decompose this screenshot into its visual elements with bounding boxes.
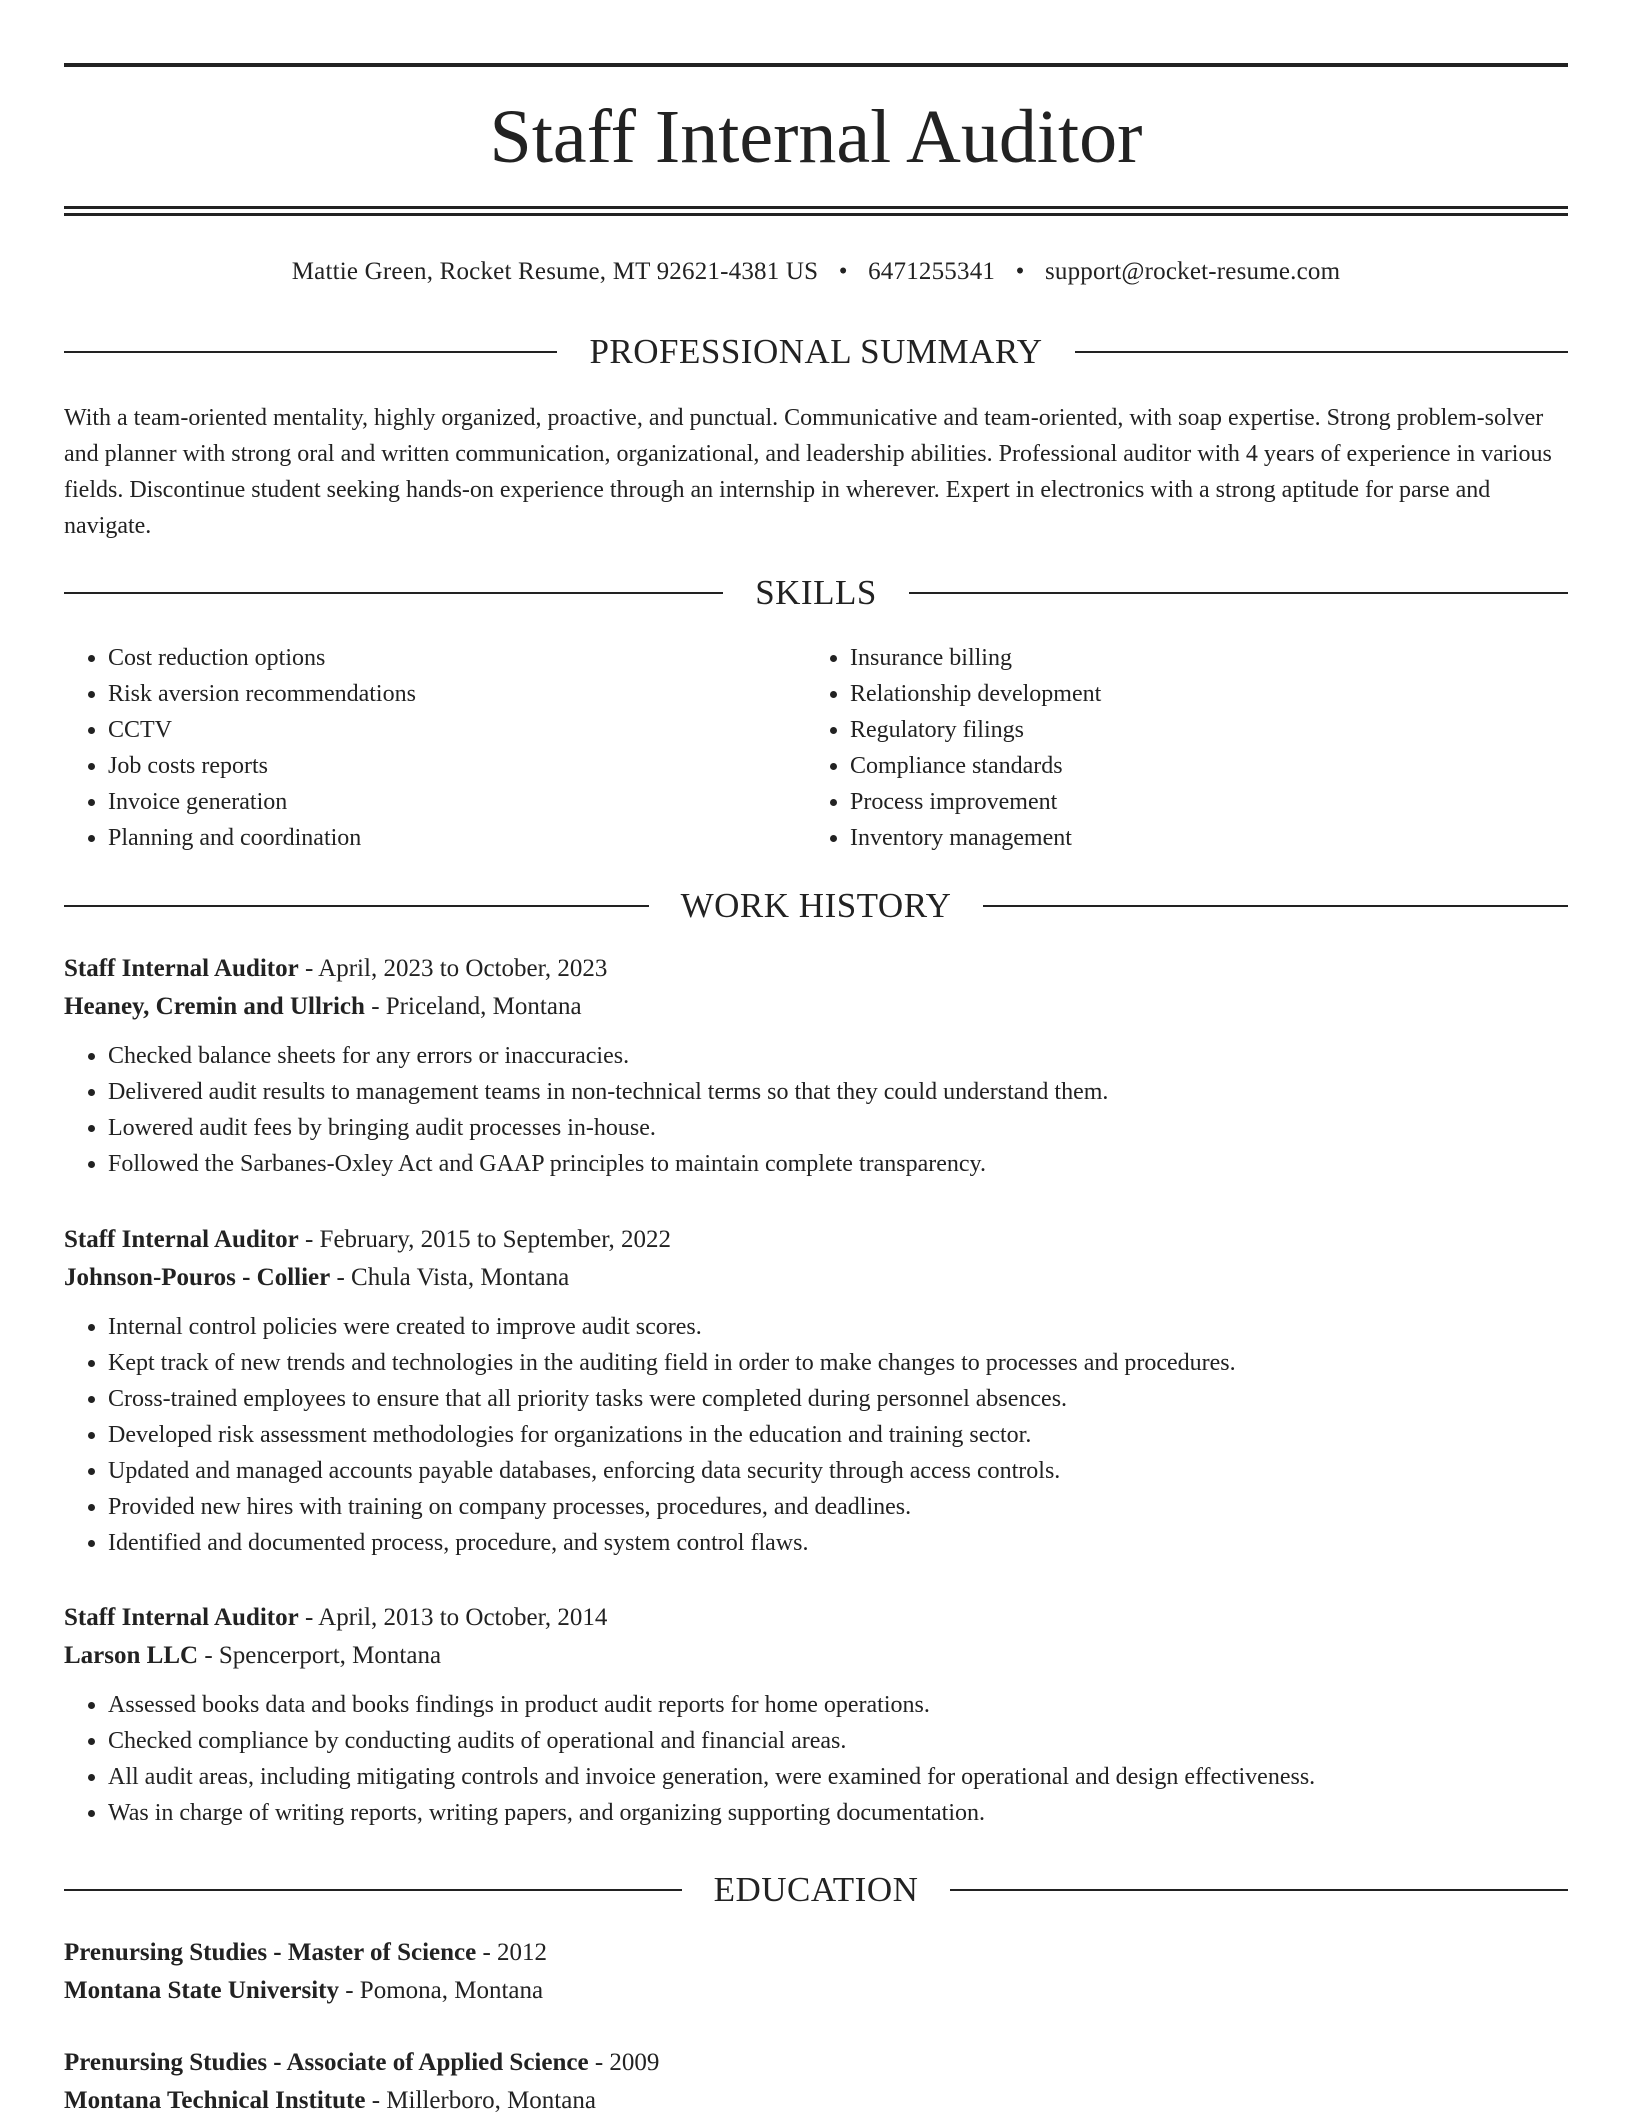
job-bullet: • Developed risk assessment methodologies for organizations in the education and training sector. xyxy=(108,1417,1568,1453)
section-rule xyxy=(64,1889,682,1891)
education-degree: Prenursing Studies - Associate of Applied Science xyxy=(64,2049,589,2076)
education-degree-line xyxy=(64,2044,1568,2082)
contact-separator: • xyxy=(838,258,848,285)
job-bullet: • Delivered audit results to management teams in non-technical terms so that they could understand them. xyxy=(108,1074,1568,1110)
skill-item: • Invoice generation xyxy=(108,784,806,820)
skill-item: • Inventory management xyxy=(850,820,1548,856)
skill-item: • Cost reduction options xyxy=(108,640,806,676)
section-heading-education xyxy=(64,1868,1568,1912)
education-year: - 2009 xyxy=(588,2049,660,2076)
section-heading-work xyxy=(64,884,1568,928)
section-rule xyxy=(950,1889,1568,1891)
summary-text: With a team-oriented mentality, highly organized, proactive, and punctual. Communicative and team-oriented, with soap expertise. Strong problem-solver and planner with strong oral and written communication, organizational, and leadership abilities. Professional auditor with 4 years of experience in various fields. Discontinue student seeking hands-on experience through an internship in wherever. Expert in electronics with a strong aptitude for parse and navigate. xyxy=(64,405,1552,539)
section-heading-skills xyxy=(64,571,1568,615)
section-title-skills: SKILLS xyxy=(755,573,877,612)
job-bullet: • All audit areas, including mitigating controls and invoice generation, were examined for operational and design effectiveness. xyxy=(108,1759,1568,1795)
job-location: - Spencerport, Montana xyxy=(198,1642,442,1669)
job-company: Heaney, Cremin and Ullrich xyxy=(64,993,365,1020)
contact-email: support@rocket-resume.com xyxy=(1044,258,1341,285)
job-entry xyxy=(64,1599,1568,1831)
education-school: Montana State University xyxy=(64,1977,339,2004)
job-bullet: • Kept track of new trends and technologies in the auditing field in order to make changes to processes and procedures. xyxy=(108,1345,1568,1381)
job-location: - Chula Vista, Montana xyxy=(330,1264,570,1291)
education-degree-line xyxy=(64,1934,1568,1972)
job-location: - Priceland, Montana xyxy=(364,993,582,1020)
skills-column-right xyxy=(806,640,1548,856)
job-title: Staff Internal Auditor xyxy=(64,1604,299,1631)
skill-item: • Insurance billing xyxy=(850,640,1548,676)
job-bullet: • Followed the Sarbanes-Oxley Act and GAAP principles to maintain complete transparency. xyxy=(108,1146,1568,1182)
section-heading-summary xyxy=(64,330,1568,374)
job-company-line xyxy=(64,988,1568,1026)
section-rule xyxy=(909,592,1568,594)
job-dates: - April, 2023 to October, 2023 xyxy=(298,955,608,982)
job-company-line xyxy=(64,1637,1568,1675)
job-bullets xyxy=(64,1038,1568,1182)
job-dates: - February, 2015 to September, 2022 xyxy=(298,1226,672,1253)
job-bullet: • Cross-trained employees to ensure that all priority tasks were completed during personnel absences. xyxy=(108,1381,1568,1417)
job-bullet: • Internal control policies were created to improve audit scores. xyxy=(108,1309,1568,1345)
education-school: Montana Technical Institute xyxy=(64,2087,366,2114)
contact-phone: 6471255341 xyxy=(868,258,996,285)
section-rule xyxy=(64,351,557,353)
education-school-line xyxy=(64,2082,1568,2120)
job-bullet: • Was in charge of writing reports, writing papers, and organizing supporting documentation. xyxy=(108,1795,1568,1831)
job-company: Larson LLC xyxy=(64,1642,199,1669)
header-double-rule xyxy=(64,206,1568,216)
education-entry xyxy=(64,2044,1568,2120)
contact-address: Mattie Green, Rocket Resume, MT 92621-4381 US xyxy=(291,258,819,285)
section-title-education: EDUCATION xyxy=(713,1870,919,1909)
section-title-summary: PROFESSIONAL SUMMARY xyxy=(589,332,1043,371)
job-bullet: • Updated and managed accounts payable databases, enforcing data security through access controls. xyxy=(108,1453,1568,1489)
skill-item: • Process improvement xyxy=(850,784,1548,820)
education-location: - Millerboro, Montana xyxy=(365,2087,596,2114)
job-title-line xyxy=(64,950,1568,988)
job-title-line xyxy=(64,1599,1568,1637)
job-bullet: • Lowered audit fees by bringing audit processes in-house. xyxy=(108,1110,1568,1146)
resume-title: Staff Internal Auditor xyxy=(489,95,1143,179)
section-title-work: WORK HISTORY xyxy=(680,886,952,925)
job-company: Johnson-Pouros - Collier xyxy=(64,1264,331,1291)
job-title: Staff Internal Auditor xyxy=(64,955,299,982)
header-top-rule xyxy=(64,63,1568,67)
contact-line xyxy=(64,254,1568,290)
skill-item: • Planning and coordination xyxy=(108,820,806,856)
education-school-line xyxy=(64,1972,1568,2010)
skill-item: • Compliance standards xyxy=(850,748,1548,784)
job-bullet: • Assessed books data and books findings in product audit reports for home operations. xyxy=(108,1687,1568,1723)
job-entry xyxy=(64,950,1568,1182)
education-degree: Prenursing Studies - Master of Science xyxy=(64,1939,477,1966)
job-company-line xyxy=(64,1259,1568,1297)
skill-item: • Risk aversion recommendations xyxy=(108,676,806,712)
job-bullet: • Checked balance sheets for any errors or inaccuracies. xyxy=(108,1038,1568,1074)
job-entry xyxy=(64,1221,1568,1561)
skill-item: • CCTV xyxy=(108,712,806,748)
skill-item: • Job costs reports xyxy=(108,748,806,784)
job-bullet: • Checked compliance by conducting audits of operational and financial areas. xyxy=(108,1723,1568,1759)
skill-item: • Regulatory filings xyxy=(850,712,1548,748)
job-title-line xyxy=(64,1221,1568,1259)
education-location: - Pomona, Montana xyxy=(338,1977,544,2004)
job-dates: - April, 2013 to October, 2014 xyxy=(298,1604,608,1631)
job-title: Staff Internal Auditor xyxy=(64,1226,299,1253)
job-bullet: • Provided new hires with training on company processes, procedures, and deadlines. xyxy=(108,1489,1568,1525)
section-rule xyxy=(64,905,649,907)
job-bullet: • Identified and documented process, procedure, and system control flaws. xyxy=(108,1525,1568,1561)
section-rule xyxy=(1075,351,1568,353)
section-rule xyxy=(983,905,1568,907)
skill-item: • Relationship development xyxy=(850,676,1548,712)
contact-separator: • xyxy=(1015,258,1025,285)
section-rule xyxy=(64,592,723,594)
skills-list xyxy=(64,640,1568,856)
job-bullets xyxy=(64,1687,1568,1831)
education-year: - 2012 xyxy=(476,1939,548,1966)
education-entry xyxy=(64,1934,1568,2010)
job-bullets xyxy=(64,1309,1568,1561)
skills-column-left xyxy=(64,640,806,856)
